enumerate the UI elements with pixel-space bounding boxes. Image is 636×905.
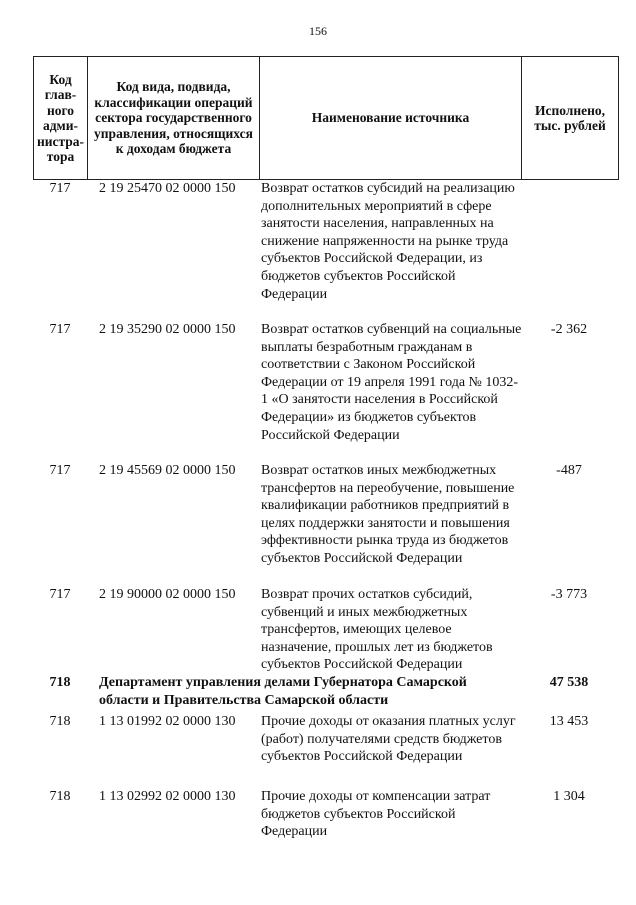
table-row: [33, 586, 619, 674]
admin-code-cell: 718: [49, 714, 71, 729]
source-name-cell: Возврат прочих остатков субсидий, субвенций и иных межбюджетных трансфертов, имеющих целевое назначение, прошлых лет из бюджетов субъектов Российской Федерации: [261, 587, 493, 673]
department-name-cell: Департамент управления делами Губернатора Самарской области и Правительства Самарской области: [99, 675, 467, 708]
table-row: [33, 713, 619, 788]
classification-code-cell: 2 19 45569 02 0000 150: [99, 463, 236, 478]
revenue-table: [33, 56, 619, 848]
header-admin-code: Код глав-ного адми-нистра-тора: [34, 57, 88, 179]
header-executed: Исполнено, тыс. рублей: [534, 102, 606, 133]
classification-code-cell: 2 19 90000 02 0000 150: [99, 587, 236, 602]
header-classification-code: Код вида, подвида, классификации операций сектора государственного управления, относящихся к доходам бюджета: [88, 57, 260, 179]
admin-code-cell: 717: [49, 587, 71, 602]
source-name-cell: Возврат остатков иных межбюджетных трансфертов на переобучение, повышение квалификации работников предприятий в целях поддержки занятости и повышения эффективности рынка труда из бюджетов субъектов Российской Федерации: [261, 463, 515, 566]
page-number: 156: [309, 24, 327, 38]
amount-cell: -2 362: [550, 322, 588, 337]
admin-code-cell: 717: [49, 322, 71, 337]
table-row: [33, 180, 619, 321]
amount-cell: -3 773: [550, 587, 588, 602]
amount-cell: 1 304: [553, 789, 585, 804]
source-name-cell: Возврат остатков субвенций на социальные выплаты безработным гражданам в соответствии с Законом Российской Федерации от 19 апреля 1991 года № 1032-1 «О занятости населения в Российской Федерации» из бюджетов субъектов Российской Федерации: [261, 322, 522, 443]
amount-cell: -487: [556, 463, 582, 478]
source-name-cell: Прочие доходы от оказания платных услуг (работ) получателями средств бюджетов субъектов Российской Федерации: [261, 714, 516, 765]
source-name-cell: Прочие доходы от компенсации затрат бюджетов субъектов Российской Федерации: [261, 789, 491, 840]
classification-code-cell: 2 19 35290 02 0000 150: [99, 322, 236, 337]
admin-code-cell: 718: [49, 789, 71, 804]
amount-cell: 13 453: [549, 714, 589, 729]
admin-code-cell: 717: [49, 181, 71, 196]
source-name-cell: Возврат остатков субсидий на реализацию дополнительных мероприятий в сфере занятости населения, направленных на снижение напряженности на рынке труда субъектов Российской Федерации, из бюджетов субъектов Российской Федерации: [261, 181, 515, 302]
classification-code-cell: 1 13 01992 02 0000 130: [99, 714, 236, 729]
admin-code-cell: 718: [49, 675, 71, 690]
classification-code-cell: 1 13 02992 02 0000 130: [99, 789, 236, 804]
table-row: [33, 321, 619, 462]
table-row: [33, 788, 619, 848]
admin-code-cell: 717: [49, 463, 71, 478]
header-source-name: Наименование источника: [260, 57, 522, 179]
classification-code-cell: 2 19 25470 02 0000 150: [99, 181, 236, 196]
department-row: [33, 674, 619, 713]
table-header: [33, 56, 619, 180]
amount-cell: 47 538: [549, 675, 589, 690]
table-row: [33, 462, 619, 586]
